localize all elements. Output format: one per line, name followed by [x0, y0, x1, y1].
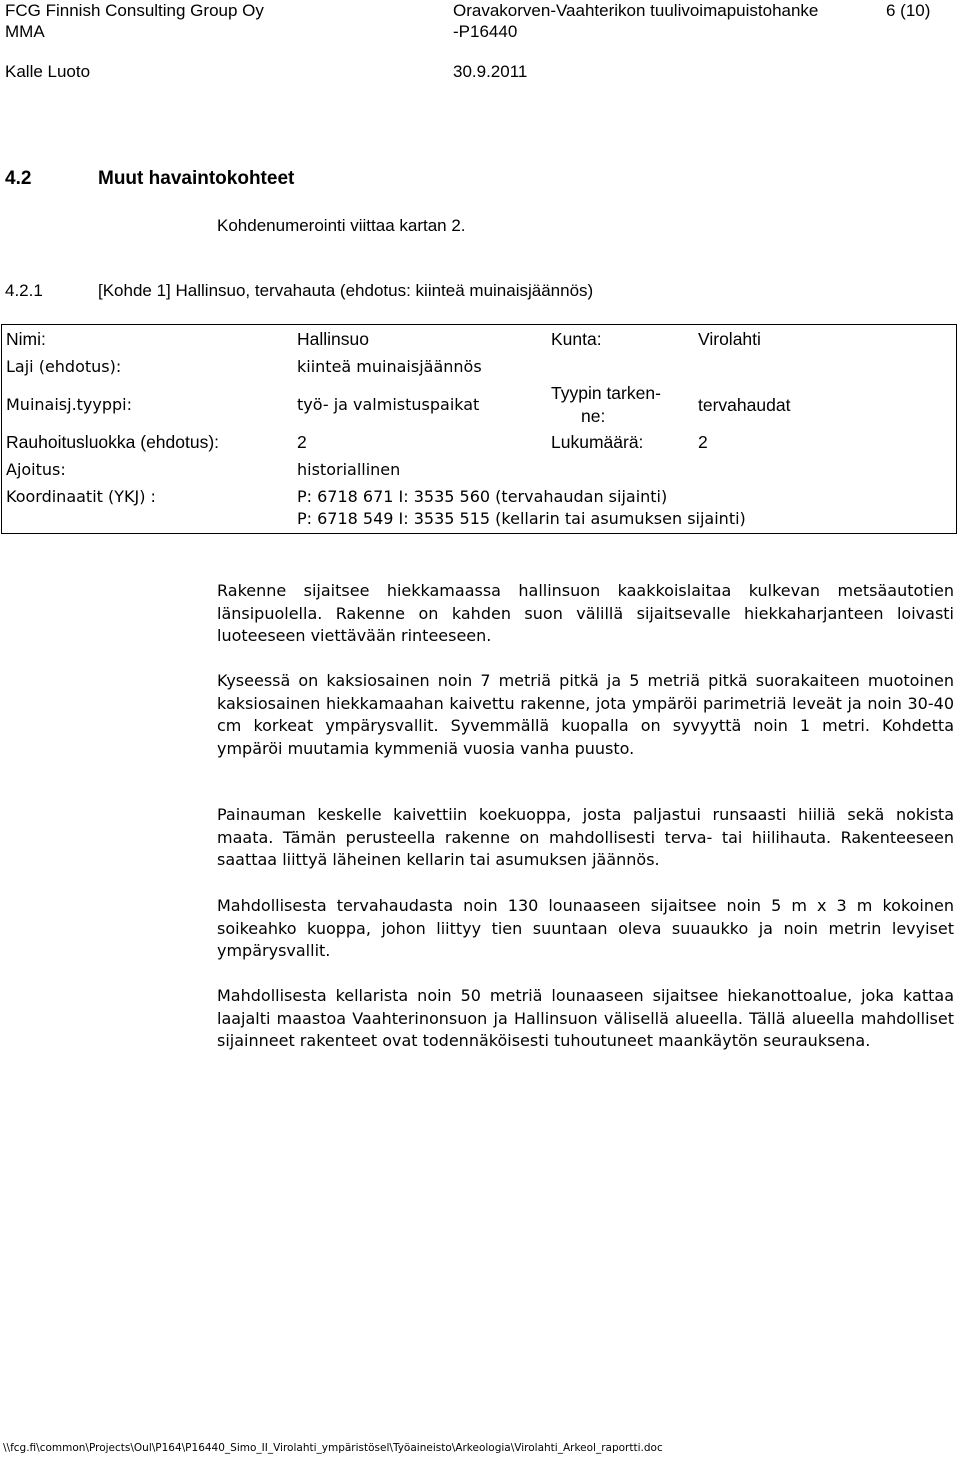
laji-value: kiinteä muinaisjäännös — [297, 357, 482, 376]
section-title: Muut havaintokohteet — [98, 168, 295, 189]
paragraph-location: Rakenne sijaitsee hiekkamaassa hallinsuon kaakkoislaitaa kulkevan metsäautotien länsipuolella. Rakenne on kahden suon välillä sijaitsevalle hiekkaharjanteen loivasti luoteeseen viettävään rinteeseen. — [217, 581, 954, 645]
project-name: Oravakorven-Vaahterikon tuulivoimapuistohanke — [453, 1, 819, 20]
company-name: FCG Finnish Consulting Group Oy — [5, 1, 264, 20]
subsection-title: [Kohde 1] Hallinsuo, tervahauta (ehdotus: kiinteä muinaisjäännös) — [98, 281, 594, 300]
company-unit: MMA — [5, 22, 45, 41]
koord-line-1: P: 6718 671 I: 3535 560 (tervahaudan sijainti) — [297, 487, 668, 506]
date: 30.9.2011 — [453, 62, 528, 81]
laji-label: Laji (ehdotus): — [6, 357, 122, 376]
page-number: 6 (10) — [886, 1, 931, 20]
paragraph-second-pit: Mahdollisesta tervahaudasta noin 130 lounaaseen sijaitsee noin 5 m x 3 m kokoinen soikeahko kuoppa, johon liittyy tien suuntaan oleva suuaukko ja noin metrin levyiset ympärysvallit. — [217, 896, 954, 960]
nimi-label: Nimi: — [6, 329, 46, 349]
tyyppi-label: Muinaisj.tyyppi: — [6, 395, 133, 414]
tarkenne-label-2: ne: — [581, 406, 606, 426]
paragraph-test-pit: Painauman keskelle kaivettiin koekuoppa, josta paljastui runsaasti hiiliä sekä nokista maata. Tämän perusteella rakenne on mahdollisesti terva- tai hiilihauta. Rakenteeseen saattaa liittyä läheinen kellarin tai asumuksen jäännös. — [217, 805, 954, 869]
nimi-value: Hallinsuo — [297, 329, 369, 349]
koord-label: Koordinaatit (YKJ) : — [6, 487, 156, 506]
rauh-value: 2 — [297, 432, 307, 452]
subsection-number: 4.2.1 — [5, 281, 43, 300]
kunta-label: Kunta: — [551, 329, 602, 349]
ajoitus-value: historiallinen — [297, 460, 401, 479]
footer-file-path: \\fcg.fi\common\Projects\Oul\P164\P16440_Simo_II_Virolahti_ympäristösel\Työaineisto\Arkeologia\Virolahti_Arkeol_raportti.doc — [3, 1442, 663, 1454]
section-intro: Kohdenumerointi viittaa kartan 2. — [217, 216, 466, 235]
ajoitus-label: Ajoitus: — [6, 460, 66, 479]
lukum-label: Lukumäärä: — [551, 432, 644, 452]
section-number: 4.2 — [5, 168, 32, 189]
tyyppi-value: työ- ja valmistuspaikat — [297, 395, 480, 414]
kunta-value: Virolahti — [698, 329, 761, 349]
paragraph-sand-pit: Mahdollisesta kellarista noin 50 metriä lounaaseen sijaitsee hiekanottoalue, joka kattaa laajalti maastoa Vaahterinonsuon ja Hallinsuon välisellä alueella. Tällä alueella mahdolliset sijainneet rakenteet ovat todennäköisesti tuhoutuneet maankäytön seurauksena. — [217, 986, 954, 1050]
rauh-label: Rauhoitusluokka (ehdotus): — [6, 432, 220, 452]
tarkenne-value: tervahaudat — [698, 395, 791, 415]
author: Kalle Luoto — [5, 62, 91, 81]
koord-line-2: P: 6718 549 I: 3535 515 (kellarin tai asumuksen sijainti) — [297, 509, 746, 528]
lukum-value: 2 — [698, 432, 708, 452]
tarkenne-label-1: Tyypin tarken- — [551, 383, 661, 403]
project-number: -P16440 — [453, 22, 518, 41]
paragraph-structure: Kyseessä on kaksiosainen noin 7 metriä pitkä ja 5 metriä pitkä suorakaiteen muotoinen kaksiosainen hiekkamaahan kaivettu rakenne, jota ympäröi parimetriä leveät ja noin 30-40 cm korkeat ympärysvallit. Syvemmällä kuopalla on syvyyttä noin 1 metri. Kohdetta ympäröi muutamia kymmeniä vuosia vanha puusto. — [217, 671, 954, 758]
